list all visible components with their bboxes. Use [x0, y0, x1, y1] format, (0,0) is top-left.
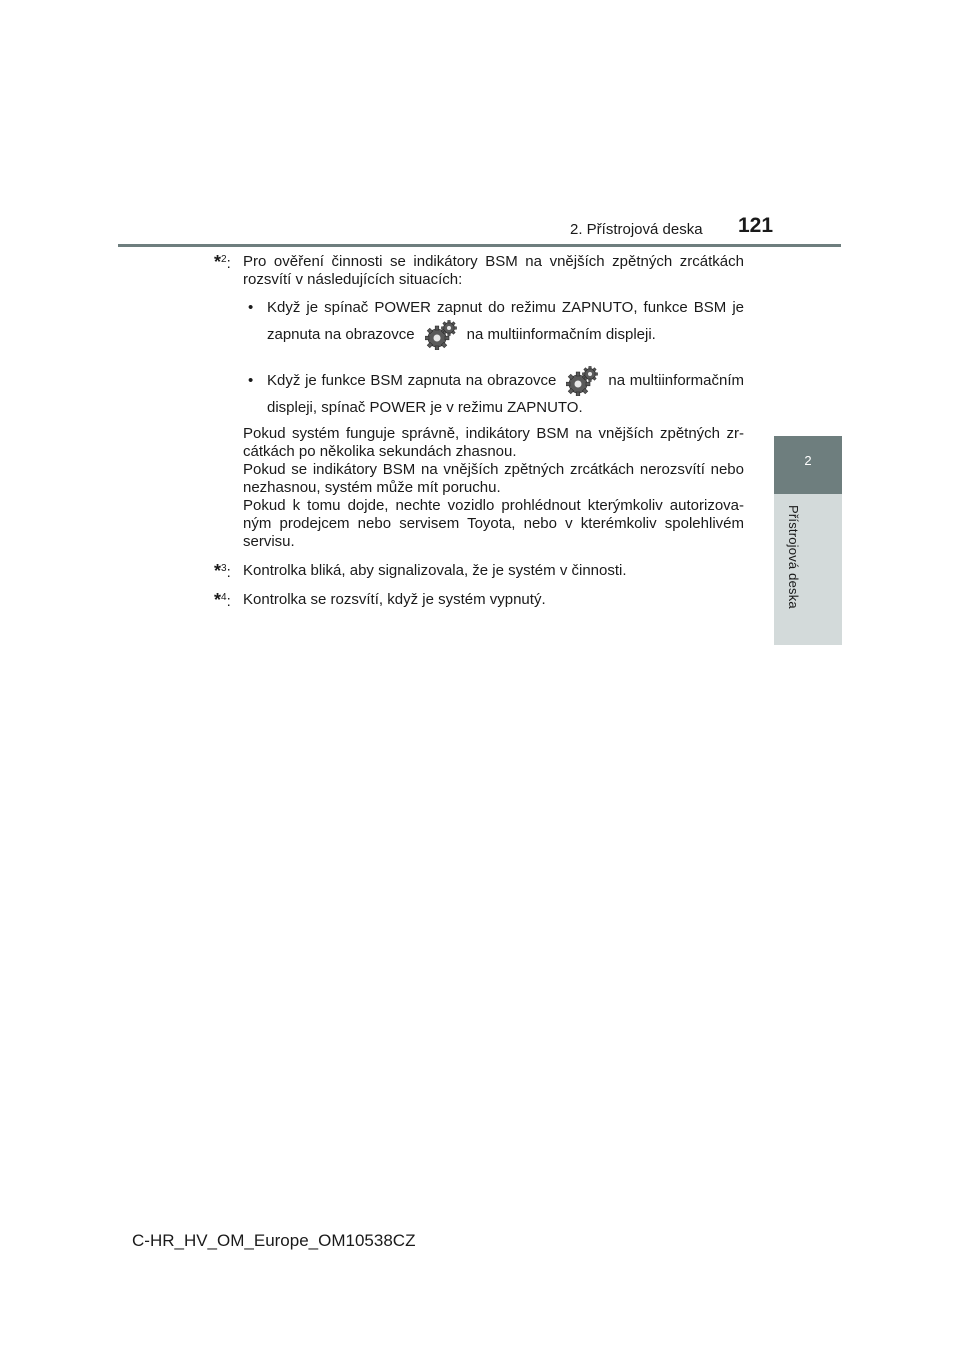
bullet-item: [248, 363, 744, 417]
footnote-number: 2: [221, 254, 227, 265]
chapter-tab: [774, 436, 842, 494]
bullet-item: [248, 299, 744, 353]
document-code: C-HR_HV_OM_Europe_OM10538CZ: [132, 1231, 416, 1250]
footnote-marker: *$^2$:: [214, 252, 231, 272]
bullet-text: Když je funkce BSM zapnuta na obrazovce: [267, 372, 557, 389]
settings-gear-icon: [425, 320, 457, 350]
asterisk-icon: *: [214, 561, 222, 581]
bullet-line: [267, 363, 744, 399]
footnote-number: 4: [221, 592, 227, 603]
paragraph: Pokud systém funguje správně, indikátory BSM na vnějších zpětných zr- cátkách po několika sekundách zhasnou.: [243, 425, 744, 460]
bullet-line: displeji, spínač POWER je v režimu ZAPNUTO.: [267, 399, 583, 416]
bullet-line: Když je spínač POWER zapnut do režimu ZAPNUTO, funkce BSM je: [267, 299, 744, 316]
paragraph: Pokud k tomu dojde, nechte vozidlo prohlédnout kterýmkoliv autorizova- ným prodejcem nebo servisem Toyota, nebo v kterémkoliv spolehlivém servisu.: [243, 497, 744, 550]
asterisk-icon: *: [214, 590, 222, 610]
chapter-tab-number: 2: [804, 453, 812, 468]
asterisk-icon: *: [214, 252, 222, 272]
footnote-text: Pro ověření činnosti se indikátory BSM na vnějších zpětných zrcátkách rozsvítí v následujících situacích:: [243, 253, 744, 288]
settings-gear-icon: [566, 366, 598, 396]
paragraph: Pokud se indikátory BSM na vnějších zpětných zrcátkách nerozsvítí nebo nezhasnou, systém může mít poruchu.: [243, 461, 744, 496]
bullet-text: na multiinformačním displeji.: [466, 326, 656, 343]
footnote-2: [214, 253, 744, 551]
bullet-text: na multiinformačním: [608, 372, 744, 389]
bullet-dot: •: [248, 299, 254, 316]
page-content: [214, 253, 744, 620]
footnote-text: Kontrolka se rozsvítí, když je systém vypnutý.: [243, 591, 546, 608]
bullet-dot: •: [248, 372, 254, 389]
chapter-tab-strip: [774, 494, 842, 645]
footnote-marker: *$^4$:: [214, 590, 231, 610]
running-header-section: 2. Přístrojová deska: [570, 221, 703, 238]
bullet-line: [267, 317, 744, 353]
footnote-4: [214, 591, 744, 609]
header-rule: [118, 244, 841, 247]
chapter-tab-label: Přístrojová deska: [786, 505, 801, 609]
footnote-3: [214, 562, 744, 580]
footnote-number: 3: [221, 563, 227, 574]
footnote-marker: *$^3$:: [214, 561, 231, 581]
footnote-text: Kontrolka bliká, aby signalizovala, že je systém v činnosti.: [243, 562, 627, 579]
bullet-text: zapnuta na obrazovce: [267, 326, 415, 343]
page-number: 121: [738, 214, 774, 237]
